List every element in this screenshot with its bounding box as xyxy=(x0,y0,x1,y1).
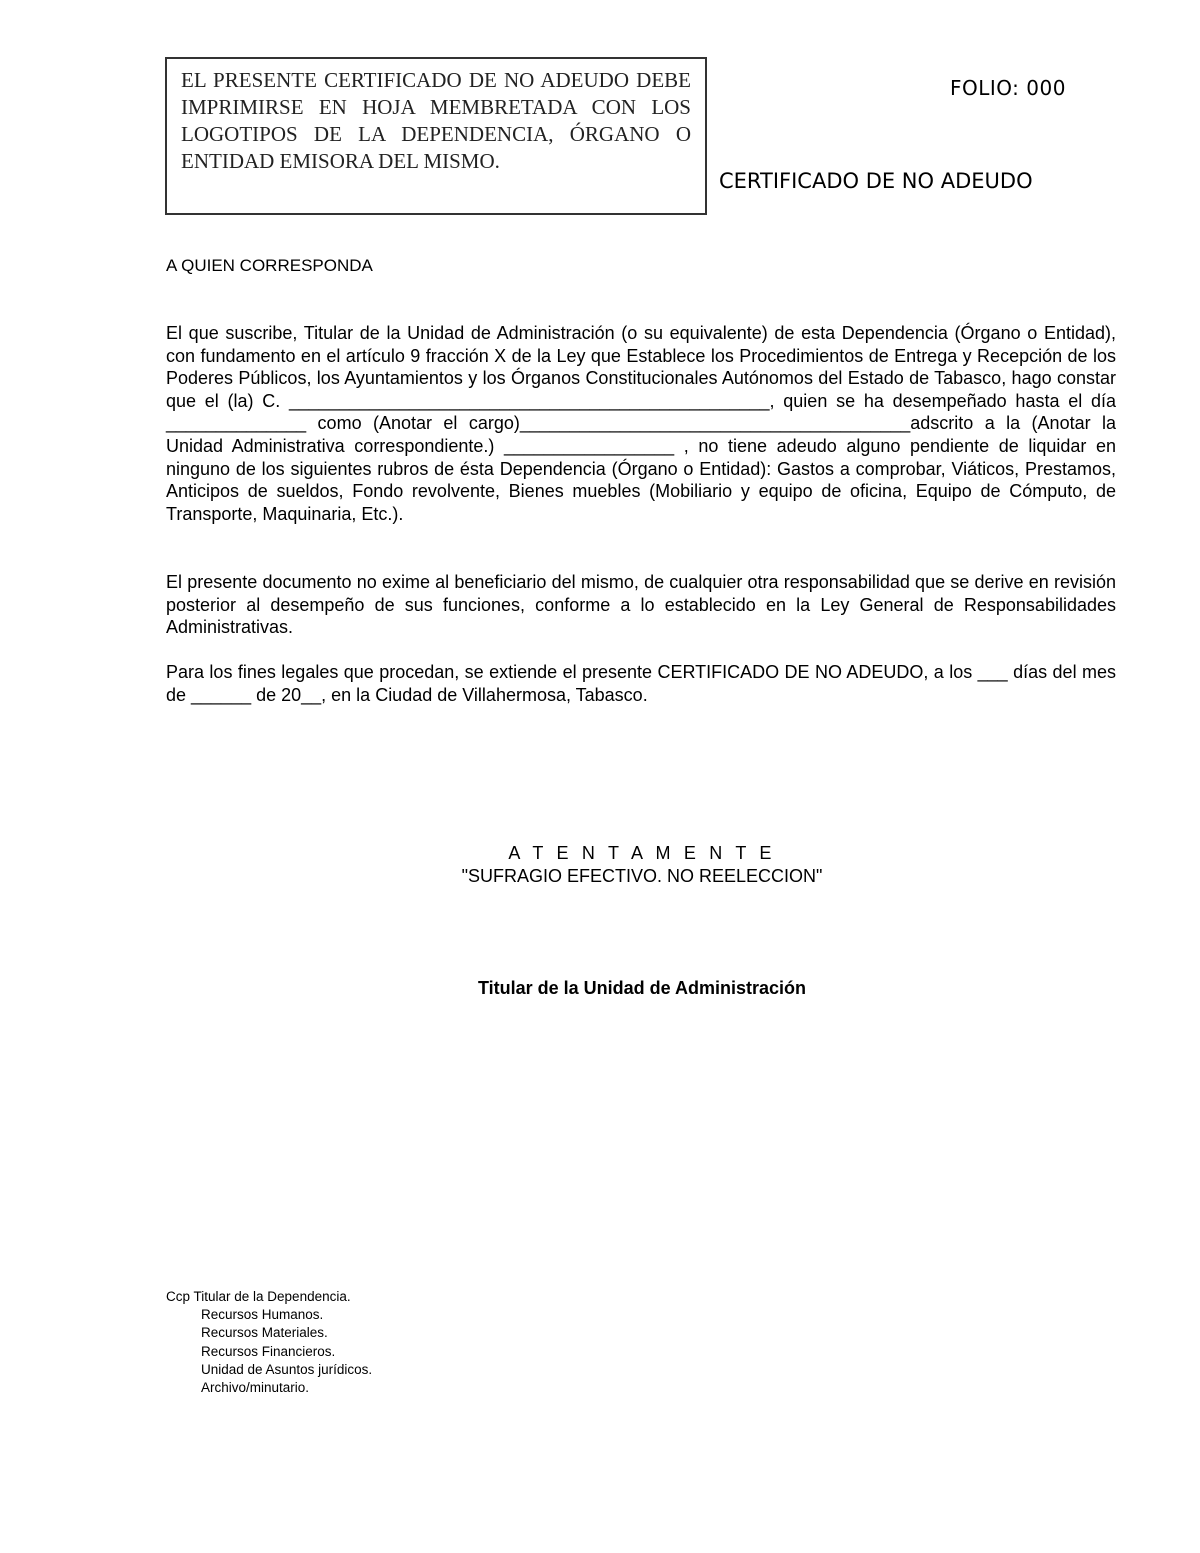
salutation: A QUIEN CORRESPONDA xyxy=(166,256,373,275)
print-notice-text: EL PRESENTE CERTIFICADO DE NO ADEUDO DEBE IMPRIMIRSE EN HOJA MEMBRETADA CON LOS LOGOTIPOS DE LA DEPENDENCIA, ÓRGANO O ENTIDAD EMISORA DEL MISMO. xyxy=(181,68,691,173)
ccp-item: Archivo/minutario. xyxy=(201,1380,310,1396)
motto: "SUFRAGIO EFECTIVO. NO REELECCION" xyxy=(461,866,823,886)
body-paragraph-certification: El que suscribe, Titular de la Unidad de Administración (o su equivalente) de esta Dependencia (Órgano o Entidad), con fundamento en el artículo 9 fracción X de la Ley que Establece los Procedimientos de Entrega y Recepción de los Poderes Públicos, los Ayuntamientos y los Órganos Constitucionales Autónomos del Estado de Tabasco, hago constar que el (la) C. ________________________________________________, quien se ha desempeñado hasta el día ______________ como (Anotar el cargo)_______________________________________adscrito a la (Anotar la Unidad Administrativa correspondiente.) _________________ , no tiene adeudo alguno pendiente de liquidar en ninguno de los siguientes rubros de ésta Dependencia (Órgano o Entidad): Gastos a comprobar, Viáticos, Prestamos, Anticipos de sueldos, Fondo revolvente, Bienes muebles (Mobiliario y equipo de oficina, Equipo de Cómputo, de Transporte, Maquinaria, Etc.). xyxy=(166,323,1116,524)
folio xyxy=(950,76,1066,100)
body-paragraph-liability: El presente documento no exime al beneficiario del mismo, de cualquier otra responsabilidad que se derive en revisión posterior al desempeño de sus funciones, conforme a lo establecido en la Ley General de Responsabilidades Administrativas. xyxy=(166,572,1116,638)
copy-recipients xyxy=(166,1288,372,1397)
ccp-item: Recursos Materiales. xyxy=(201,1325,328,1341)
closing-atentamente: A T E N T A M E N T E xyxy=(508,843,776,863)
ccp-item: Recursos Financieros. xyxy=(201,1343,336,1359)
folio-number: 000 xyxy=(1026,76,1066,100)
body-paragraph-issuance: Para los fines legales que procedan, se extiende el presente CERTIFICADO DE NO ADEUDO, a los ___ días del mes de ______ de 20__, en la Ciudad de Villahermosa, Tabasco. xyxy=(166,662,1116,705)
ccp-list xyxy=(166,1306,372,1397)
ccp-item: Unidad de Asuntos jurídicos. xyxy=(201,1361,373,1377)
document-title: CERTIFICADO DE NO ADEUDO xyxy=(719,169,1033,193)
print-notice-box xyxy=(165,57,707,215)
ccp-item: Recursos Humanos. xyxy=(201,1307,324,1323)
folio-label: FOLIO: xyxy=(950,76,1020,100)
ccp-first-line: Ccp Titular de la Dependencia. xyxy=(166,1289,351,1304)
signer-title: Titular de la Unidad de Administración xyxy=(477,978,807,998)
